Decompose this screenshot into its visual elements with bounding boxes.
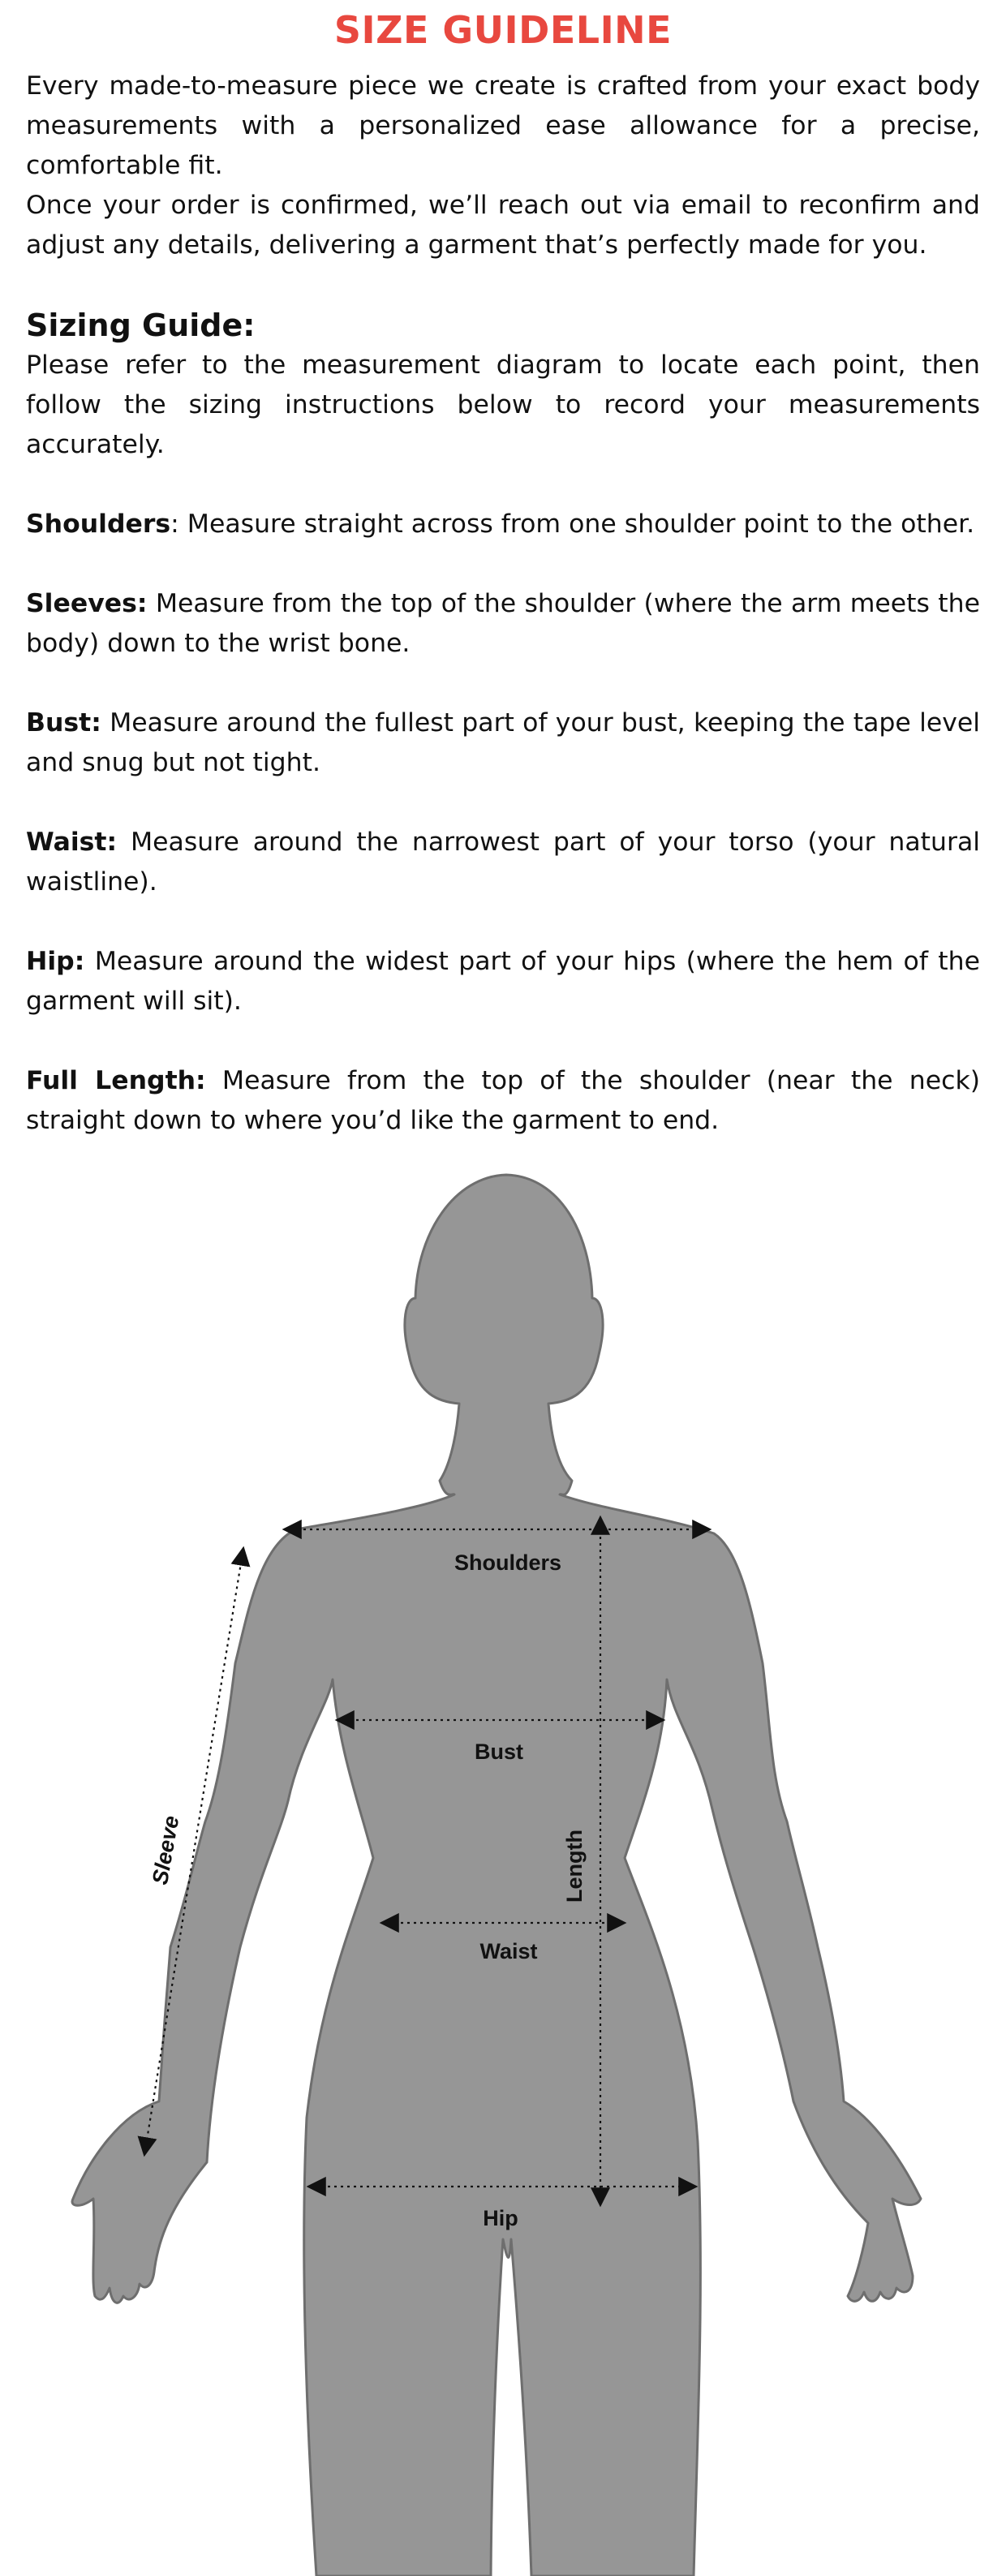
intro-paragraph-1: Every made-to-measure piece we create is crafted from your exact body measurements with a personalized ease allowance for a precise, comfortable fit. [26,71,980,180]
measurement-text: Measure around the widest part of your hips (where the hem of the garment will sit). [26,947,980,1016]
body-silhouette-diagram [0,1160,1006,2576]
measurement-text: Measure from the top of the shoulder (where the arm meets the body) down to the wrist bone. [26,589,980,658]
intro-paragraph-2: Once your order is confirmed, we’ll reach out via email to reconfirm and adjust any details, delivering a garment that’s perfectly made for you. [26,191,980,260]
measurement-label: Bust: [26,708,101,738]
sizing-guide-heading: Sizing Guide: [26,307,256,343]
hip-label: Hip [483,2206,518,2230]
measurement-hip [26,942,980,1021]
measurement-label: Full Length: [26,1066,206,1095]
guideline-content [26,67,980,1141]
measurement-label: Sleeves: [26,589,148,618]
bust-label: Bust [475,1740,523,1764]
measurement-text: Measure from the top of the shoulder (near the neck) straight down to where you’d like the garment to end. [26,1066,980,1135]
measurement-label: Hip: [26,947,85,976]
shoulders-label: Shoulders [454,1550,562,1575]
body-silhouette [72,1175,921,2576]
sleeve-label: Sleeve [147,1813,184,1887]
page-title: SIZE GUIDELINE [333,8,673,52]
measurement-label: Waist: [26,828,118,857]
sizing-guide-text: Please refer to the measurement diagram to locate each point, then follow the sizing instructions below to record your measurements accurately. [26,350,980,459]
length-label: Length [562,1830,587,1903]
measurement-bust [26,703,980,783]
measurement-text: Measure straight across from one shoulder point to the other. [178,510,975,539]
measurement-sleeves [26,584,980,664]
measurement-shoulders: Shoulders: Measure straight across from one shoulder point to the other. [26,510,975,539]
measurement-text: Measure around the narrowest part of your torso (your natural waistline). [26,828,980,897]
waist-label: Waist [479,1939,538,1963]
measurement-waist [26,823,980,902]
measurement-label: Shoulders [26,510,171,539]
measurement-diagram [0,1160,1006,2576]
measurement-text: Measure around the fullest part of your bust, keeping the tape level and snug but not tight. [26,708,980,777]
measurement-full-length [26,1061,980,1141]
